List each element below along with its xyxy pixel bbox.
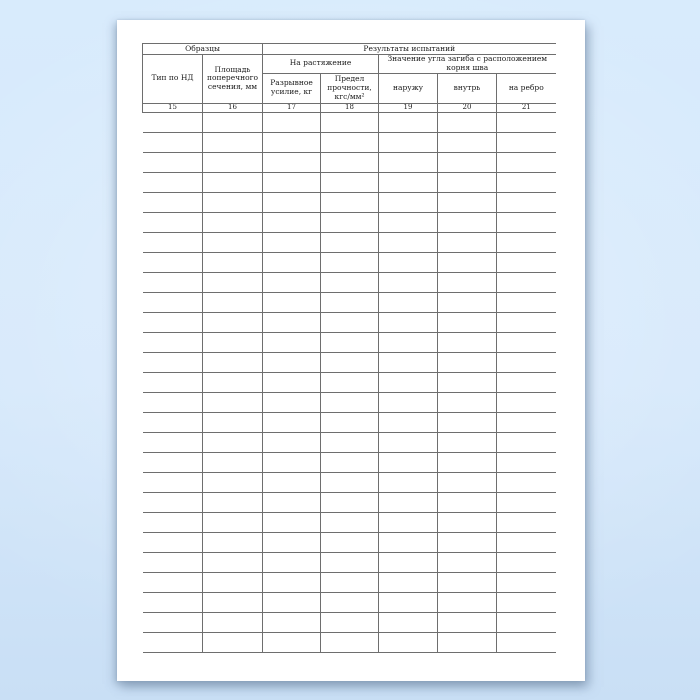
empty-cell: [497, 592, 556, 612]
empty-cell: [263, 472, 321, 492]
header-results: Результаты испытаний: [263, 44, 556, 55]
empty-cell: [203, 332, 263, 352]
empty-cell: [438, 612, 497, 632]
table-row: [143, 172, 556, 192]
empty-cell: [497, 112, 556, 132]
empty-cell: [203, 292, 263, 312]
empty-cell: [379, 172, 438, 192]
empty-cell: [263, 352, 321, 372]
table-row: [143, 312, 556, 332]
empty-cell: [438, 272, 497, 292]
empty-cell: [263, 192, 321, 212]
table-row: [143, 232, 556, 252]
empty-cell: [379, 332, 438, 352]
header-bend-angle: Значение угла загиба с расположением корня шва: [379, 55, 556, 74]
empty-cell: [203, 592, 263, 612]
empty-cell: [263, 112, 321, 132]
empty-cell: [143, 592, 203, 612]
empty-cell: [143, 152, 203, 172]
empty-cell: [321, 372, 379, 392]
document-page: [117, 20, 585, 681]
empty-cell: [203, 112, 263, 132]
empty-cell: [321, 132, 379, 152]
empty-cell: [263, 272, 321, 292]
empty-cell: [203, 612, 263, 632]
empty-cell: [379, 192, 438, 212]
empty-cell: [143, 132, 203, 152]
table-row: [143, 552, 556, 572]
table-row: [143, 612, 556, 632]
col-header-outward: наружу: [379, 73, 438, 103]
empty-cell: [438, 192, 497, 212]
empty-cell: [321, 632, 379, 652]
empty-cell: [203, 512, 263, 532]
empty-cell: [379, 372, 438, 392]
empty-cell: [203, 252, 263, 272]
table-body: [143, 112, 556, 652]
empty-cell: [321, 552, 379, 572]
empty-cell: [438, 232, 497, 252]
column-number: 19: [379, 103, 438, 112]
empty-cell: [497, 372, 556, 392]
empty-cell: [263, 432, 321, 452]
empty-cell: [379, 312, 438, 332]
empty-cell: [379, 392, 438, 412]
empty-cell: [438, 452, 497, 472]
empty-cell: [321, 232, 379, 252]
empty-cell: [379, 452, 438, 472]
table-row: [143, 452, 556, 472]
empty-cell: [143, 492, 203, 512]
empty-cell: [321, 152, 379, 172]
empty-cell: [497, 152, 556, 172]
empty-cell: [438, 472, 497, 492]
empty-cell: [497, 312, 556, 332]
empty-cell: [263, 532, 321, 552]
empty-cell: [321, 172, 379, 192]
table-row: [143, 212, 556, 232]
empty-cell: [438, 152, 497, 172]
empty-cell: [321, 452, 379, 472]
empty-cell: [438, 252, 497, 272]
empty-cell: [203, 272, 263, 292]
empty-cell: [497, 612, 556, 632]
table-row: [143, 592, 556, 612]
empty-cell: [203, 192, 263, 212]
empty-cell: [497, 172, 556, 192]
empty-cell: [321, 292, 379, 312]
empty-cell: [379, 252, 438, 272]
table-row: [143, 372, 556, 392]
empty-cell: [321, 532, 379, 552]
empty-cell: [263, 232, 321, 252]
empty-cell: [321, 572, 379, 592]
col-header-cross-section-area: Площадь поперечного сечения, мм: [203, 55, 263, 104]
empty-cell: [203, 372, 263, 392]
empty-cell: [143, 232, 203, 252]
empty-cell: [497, 292, 556, 312]
empty-cell: [263, 292, 321, 312]
empty-cell: [379, 552, 438, 572]
empty-cell: [143, 632, 203, 652]
empty-cell: [263, 512, 321, 532]
empty-cell: [497, 472, 556, 492]
empty-cell: [143, 532, 203, 552]
empty-cell: [321, 352, 379, 372]
empty-cell: [143, 392, 203, 412]
table-row: [143, 112, 556, 132]
empty-cell: [438, 372, 497, 392]
empty-cell: [143, 452, 203, 472]
empty-cell: [438, 392, 497, 412]
empty-cell: [438, 172, 497, 192]
empty-cell: [321, 252, 379, 272]
empty-cell: [438, 412, 497, 432]
empty-cell: [379, 572, 438, 592]
empty-cell: [263, 632, 321, 652]
column-number: 17: [263, 103, 321, 112]
empty-cell: [263, 572, 321, 592]
empty-cell: [438, 212, 497, 232]
empty-cell: [143, 572, 203, 592]
table-row: [143, 252, 556, 272]
empty-cell: [203, 352, 263, 372]
column-number: 21: [497, 103, 556, 112]
empty-cell: [203, 572, 263, 592]
empty-cell: [143, 272, 203, 292]
table-row: [143, 292, 556, 312]
empty-cell: [143, 372, 203, 392]
column-number: 18: [321, 103, 379, 112]
empty-cell: [263, 212, 321, 232]
empty-cell: [438, 592, 497, 612]
empty-cell: [203, 212, 263, 232]
empty-cell: [497, 192, 556, 212]
table-row: [143, 412, 556, 432]
col-header-strength-limit: Предел прочности, кгс/мм²: [321, 73, 379, 103]
test-results-table: [142, 43, 556, 653]
empty-cell: [321, 212, 379, 232]
empty-cell: [497, 552, 556, 572]
empty-cell: [497, 352, 556, 372]
empty-cell: [203, 172, 263, 192]
empty-cell: [379, 412, 438, 432]
table-row: [143, 332, 556, 352]
empty-cell: [321, 412, 379, 432]
empty-cell: [321, 512, 379, 532]
empty-cell: [321, 612, 379, 632]
empty-cell: [438, 492, 497, 512]
empty-cell: [379, 592, 438, 612]
empty-cell: [203, 472, 263, 492]
header-tension: На растяжение: [263, 55, 379, 74]
table-row: [143, 132, 556, 152]
empty-cell: [497, 232, 556, 252]
empty-cell: [203, 232, 263, 252]
empty-cell: [379, 212, 438, 232]
empty-cell: [263, 372, 321, 392]
empty-cell: [497, 252, 556, 272]
empty-cell: [321, 192, 379, 212]
empty-cell: [263, 312, 321, 332]
empty-cell: [143, 172, 203, 192]
empty-cell: [321, 432, 379, 452]
column-number: 15: [143, 103, 203, 112]
empty-cell: [379, 152, 438, 172]
group-header-row: [143, 44, 556, 55]
col-header-on-edge: на ребро: [497, 73, 556, 103]
empty-cell: [438, 532, 497, 552]
empty-cell: [438, 292, 497, 312]
empty-cell: [143, 412, 203, 432]
empty-cell: [379, 132, 438, 152]
empty-cell: [143, 612, 203, 632]
empty-cell: [379, 512, 438, 532]
empty-cell: [438, 112, 497, 132]
empty-cell: [263, 412, 321, 432]
empty-cell: [263, 252, 321, 272]
empty-cell: [438, 572, 497, 592]
table-row: [143, 532, 556, 552]
empty-cell: [321, 592, 379, 612]
empty-cell: [203, 392, 263, 412]
empty-cell: [263, 592, 321, 612]
empty-cell: [143, 472, 203, 492]
table-row: [143, 152, 556, 172]
table-row: [143, 472, 556, 492]
empty-cell: [203, 412, 263, 432]
column-numbers-row: [143, 103, 556, 112]
empty-cell: [203, 432, 263, 452]
empty-cell: [143, 352, 203, 372]
empty-cell: [263, 492, 321, 512]
empty-cell: [203, 312, 263, 332]
empty-cell: [203, 632, 263, 652]
empty-cell: [203, 152, 263, 172]
table-row: [143, 352, 556, 372]
empty-cell: [379, 112, 438, 132]
empty-cell: [497, 392, 556, 412]
empty-cell: [263, 132, 321, 152]
empty-cell: [497, 412, 556, 432]
empty-cell: [379, 272, 438, 292]
empty-cell: [203, 552, 263, 572]
empty-cell: [438, 132, 497, 152]
empty-cell: [203, 132, 263, 152]
empty-cell: [143, 332, 203, 352]
empty-cell: [321, 492, 379, 512]
empty-cell: [497, 532, 556, 552]
table-row: [143, 192, 556, 212]
empty-cell: [143, 292, 203, 312]
empty-cell: [497, 212, 556, 232]
empty-cell: [263, 612, 321, 632]
empty-cell: [321, 112, 379, 132]
empty-cell: [263, 172, 321, 192]
table-row: [143, 492, 556, 512]
column-number: 20: [438, 103, 497, 112]
empty-cell: [497, 432, 556, 452]
empty-cell: [497, 512, 556, 532]
column-number: 16: [203, 103, 263, 112]
empty-cell: [203, 452, 263, 472]
empty-cell: [438, 512, 497, 532]
empty-cell: [263, 552, 321, 572]
empty-cell: [321, 272, 379, 292]
empty-cell: [438, 632, 497, 652]
empty-cell: [143, 192, 203, 212]
empty-cell: [379, 492, 438, 512]
empty-cell: [379, 352, 438, 372]
empty-cell: [379, 232, 438, 252]
header-samples: Образцы: [143, 44, 263, 55]
empty-cell: [379, 532, 438, 552]
empty-cell: [143, 252, 203, 272]
col-header-breaking-force: Разрывное усилие, кг: [263, 73, 321, 103]
col-header-inward: внутрь: [438, 73, 497, 103]
empty-cell: [497, 572, 556, 592]
empty-cell: [438, 552, 497, 572]
empty-cell: [143, 512, 203, 532]
empty-cell: [438, 352, 497, 372]
empty-cell: [143, 432, 203, 452]
empty-cell: [143, 312, 203, 332]
empty-cell: [203, 532, 263, 552]
empty-cell: [379, 292, 438, 312]
empty-cell: [379, 612, 438, 632]
empty-cell: [379, 432, 438, 452]
table-row: [143, 392, 556, 412]
table-row: [143, 572, 556, 592]
empty-cell: [143, 112, 203, 132]
empty-cell: [263, 392, 321, 412]
sub-header-row: [143, 55, 556, 74]
empty-cell: [379, 472, 438, 492]
table-header: [143, 44, 556, 113]
empty-cell: [379, 632, 438, 652]
empty-cell: [497, 272, 556, 292]
table-row: [143, 432, 556, 452]
empty-cell: [143, 552, 203, 572]
empty-cell: [203, 492, 263, 512]
empty-cell: [143, 212, 203, 232]
empty-cell: [497, 492, 556, 512]
empty-cell: [321, 392, 379, 412]
empty-cell: [497, 632, 556, 652]
table-row: [143, 632, 556, 652]
empty-cell: [263, 332, 321, 352]
empty-cell: [497, 452, 556, 472]
empty-cell: [438, 312, 497, 332]
empty-cell: [321, 332, 379, 352]
table-row: [143, 512, 556, 532]
table-row: [143, 272, 556, 292]
empty-cell: [321, 312, 379, 332]
empty-cell: [263, 152, 321, 172]
col-header-type: Тип по НД: [143, 55, 203, 104]
empty-cell: [438, 332, 497, 352]
empty-cell: [438, 432, 497, 452]
empty-cell: [497, 132, 556, 152]
empty-cell: [497, 332, 556, 352]
empty-cell: [263, 452, 321, 472]
empty-cell: [321, 472, 379, 492]
